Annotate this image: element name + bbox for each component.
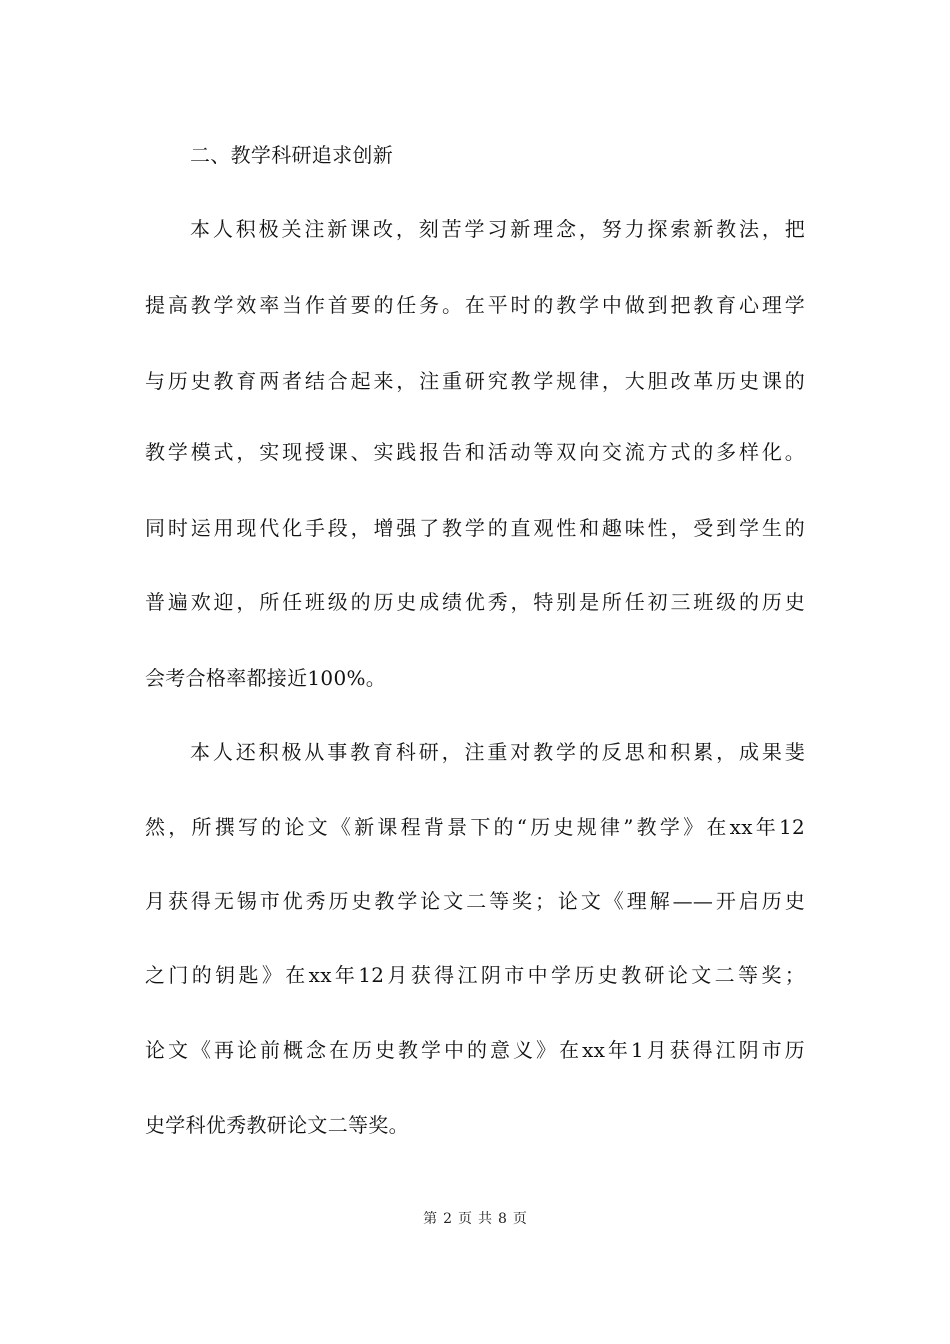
paragraph-line: 史学科优秀教研论文二等奖。 xyxy=(145,1113,409,1137)
paragraph-line: 会考合格率都接近100%。 xyxy=(145,666,387,690)
current-page-number: 2 xyxy=(443,1211,452,1227)
paragraph-line: 提高教学效率当作首要的任务。在平时的教学中做到把教育心理学 xyxy=(145,293,805,317)
footer-total-word: 共 xyxy=(478,1211,492,1227)
paragraph-line: 与历史教育两者结合起来，注重研究教学规律，大胆改革历史课的 xyxy=(145,369,805,393)
paragraph-line: 月获得无锡市优秀历史教学论文二等奖；论文《理解——开启历史 xyxy=(145,889,805,913)
paragraph-line: 之门的钥匙》在xx年12月获得江阴市中学历史教研论文二等奖； xyxy=(145,963,805,987)
footer-suffix: 页 xyxy=(512,1211,527,1227)
paragraph-line: 本人积极关注新课改，刻苦学习新理念，努力探索新教法，把 xyxy=(190,217,805,241)
paragraph-line: 本人还积极从事教育科研，注重对教学的反思和积累，成果斐 xyxy=(190,740,805,764)
paragraph-line: 论文《再论前概念在历史教学中的意义》在xx年1月获得江阴市历 xyxy=(145,1038,805,1062)
footer-prefix: 第 xyxy=(423,1211,438,1227)
paragraph-line: 普遍欢迎，所任班级的历史成绩优秀，特别是所任初三班级的历史 xyxy=(145,590,805,614)
total-page-number: 8 xyxy=(498,1211,507,1227)
section-heading: 二、教学科研追求创新 xyxy=(190,143,393,167)
page-footer xyxy=(0,1209,950,1229)
paragraph-line: 教学模式，实现授课、实践报告和活动等双向交流方式的多样化。 xyxy=(145,440,805,464)
footer-page-word: 页 xyxy=(458,1211,472,1227)
paragraph-line: 同时运用现代化手段，增强了教学的直观性和趣味性，受到学生的 xyxy=(145,516,805,540)
paragraph-line: 然，所撰写的论文《新课程背景下的“历史规律”教学》在xx年12 xyxy=(145,815,805,839)
